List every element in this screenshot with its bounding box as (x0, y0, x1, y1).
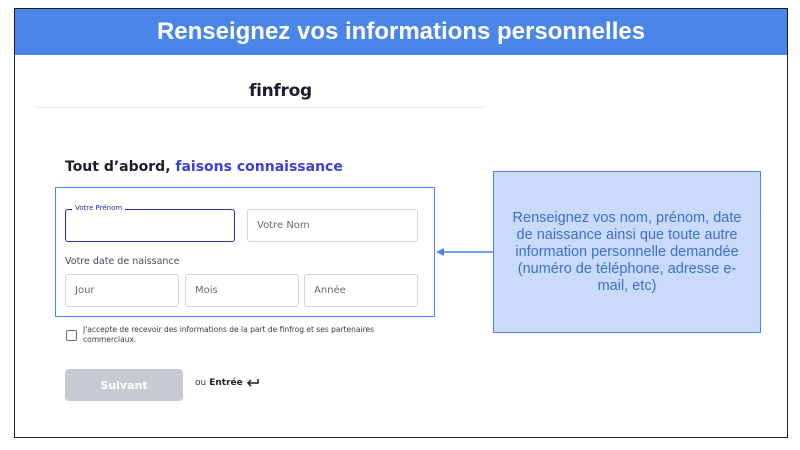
callout-text: Renseignez vos nom, prénom, date de naissance ainsi que toute autre information personnelle demandée (numéro de téléphone, adresse e-mail, etc) (512, 209, 742, 294)
annotation-callout (493, 171, 761, 333)
first-name-label: Votre Prénom (72, 204, 125, 212)
dob-year-field[interactable] (304, 274, 418, 307)
last-name-placeholder: Votre Nom (257, 220, 310, 231)
screenshot-frame (14, 8, 788, 438)
enter-hint (195, 378, 260, 388)
last-name-field[interactable] (247, 209, 418, 242)
heading-plain: Tout d’abord, (65, 159, 176, 175)
next-button[interactable] (65, 369, 183, 401)
next-button-label: Suivant (100, 378, 148, 392)
annotation-arrow-icon (435, 245, 495, 259)
dob-day-field[interactable] (65, 274, 179, 307)
banner-title: Renseignez vos informations personnelles (156, 18, 646, 45)
consent-checkbox[interactable] (66, 330, 77, 341)
heading-accent: faisons connaissance (175, 159, 343, 175)
dob-year-placeholder: Année (314, 285, 346, 296)
consent-text: J'accepte de recevoir des informations de la part de finfrog et ses partenaires commerciaux. (83, 325, 375, 344)
dob-label: Votre date de naissance (65, 256, 180, 267)
dob-day-placeholder: Jour (75, 285, 95, 296)
page-heading (65, 159, 343, 175)
header-divider (35, 107, 485, 108)
dob-month-field[interactable] (185, 274, 299, 307)
enter-prefix: ou (195, 378, 207, 388)
enter-key: Entrée (209, 378, 243, 388)
title-banner (15, 9, 787, 55)
dob-month-placeholder: Mois (195, 285, 218, 296)
first-name-field[interactable] (65, 204, 235, 242)
return-arrow-icon (246, 378, 260, 388)
finfrog-logo[interactable]: finfrog (249, 81, 312, 101)
